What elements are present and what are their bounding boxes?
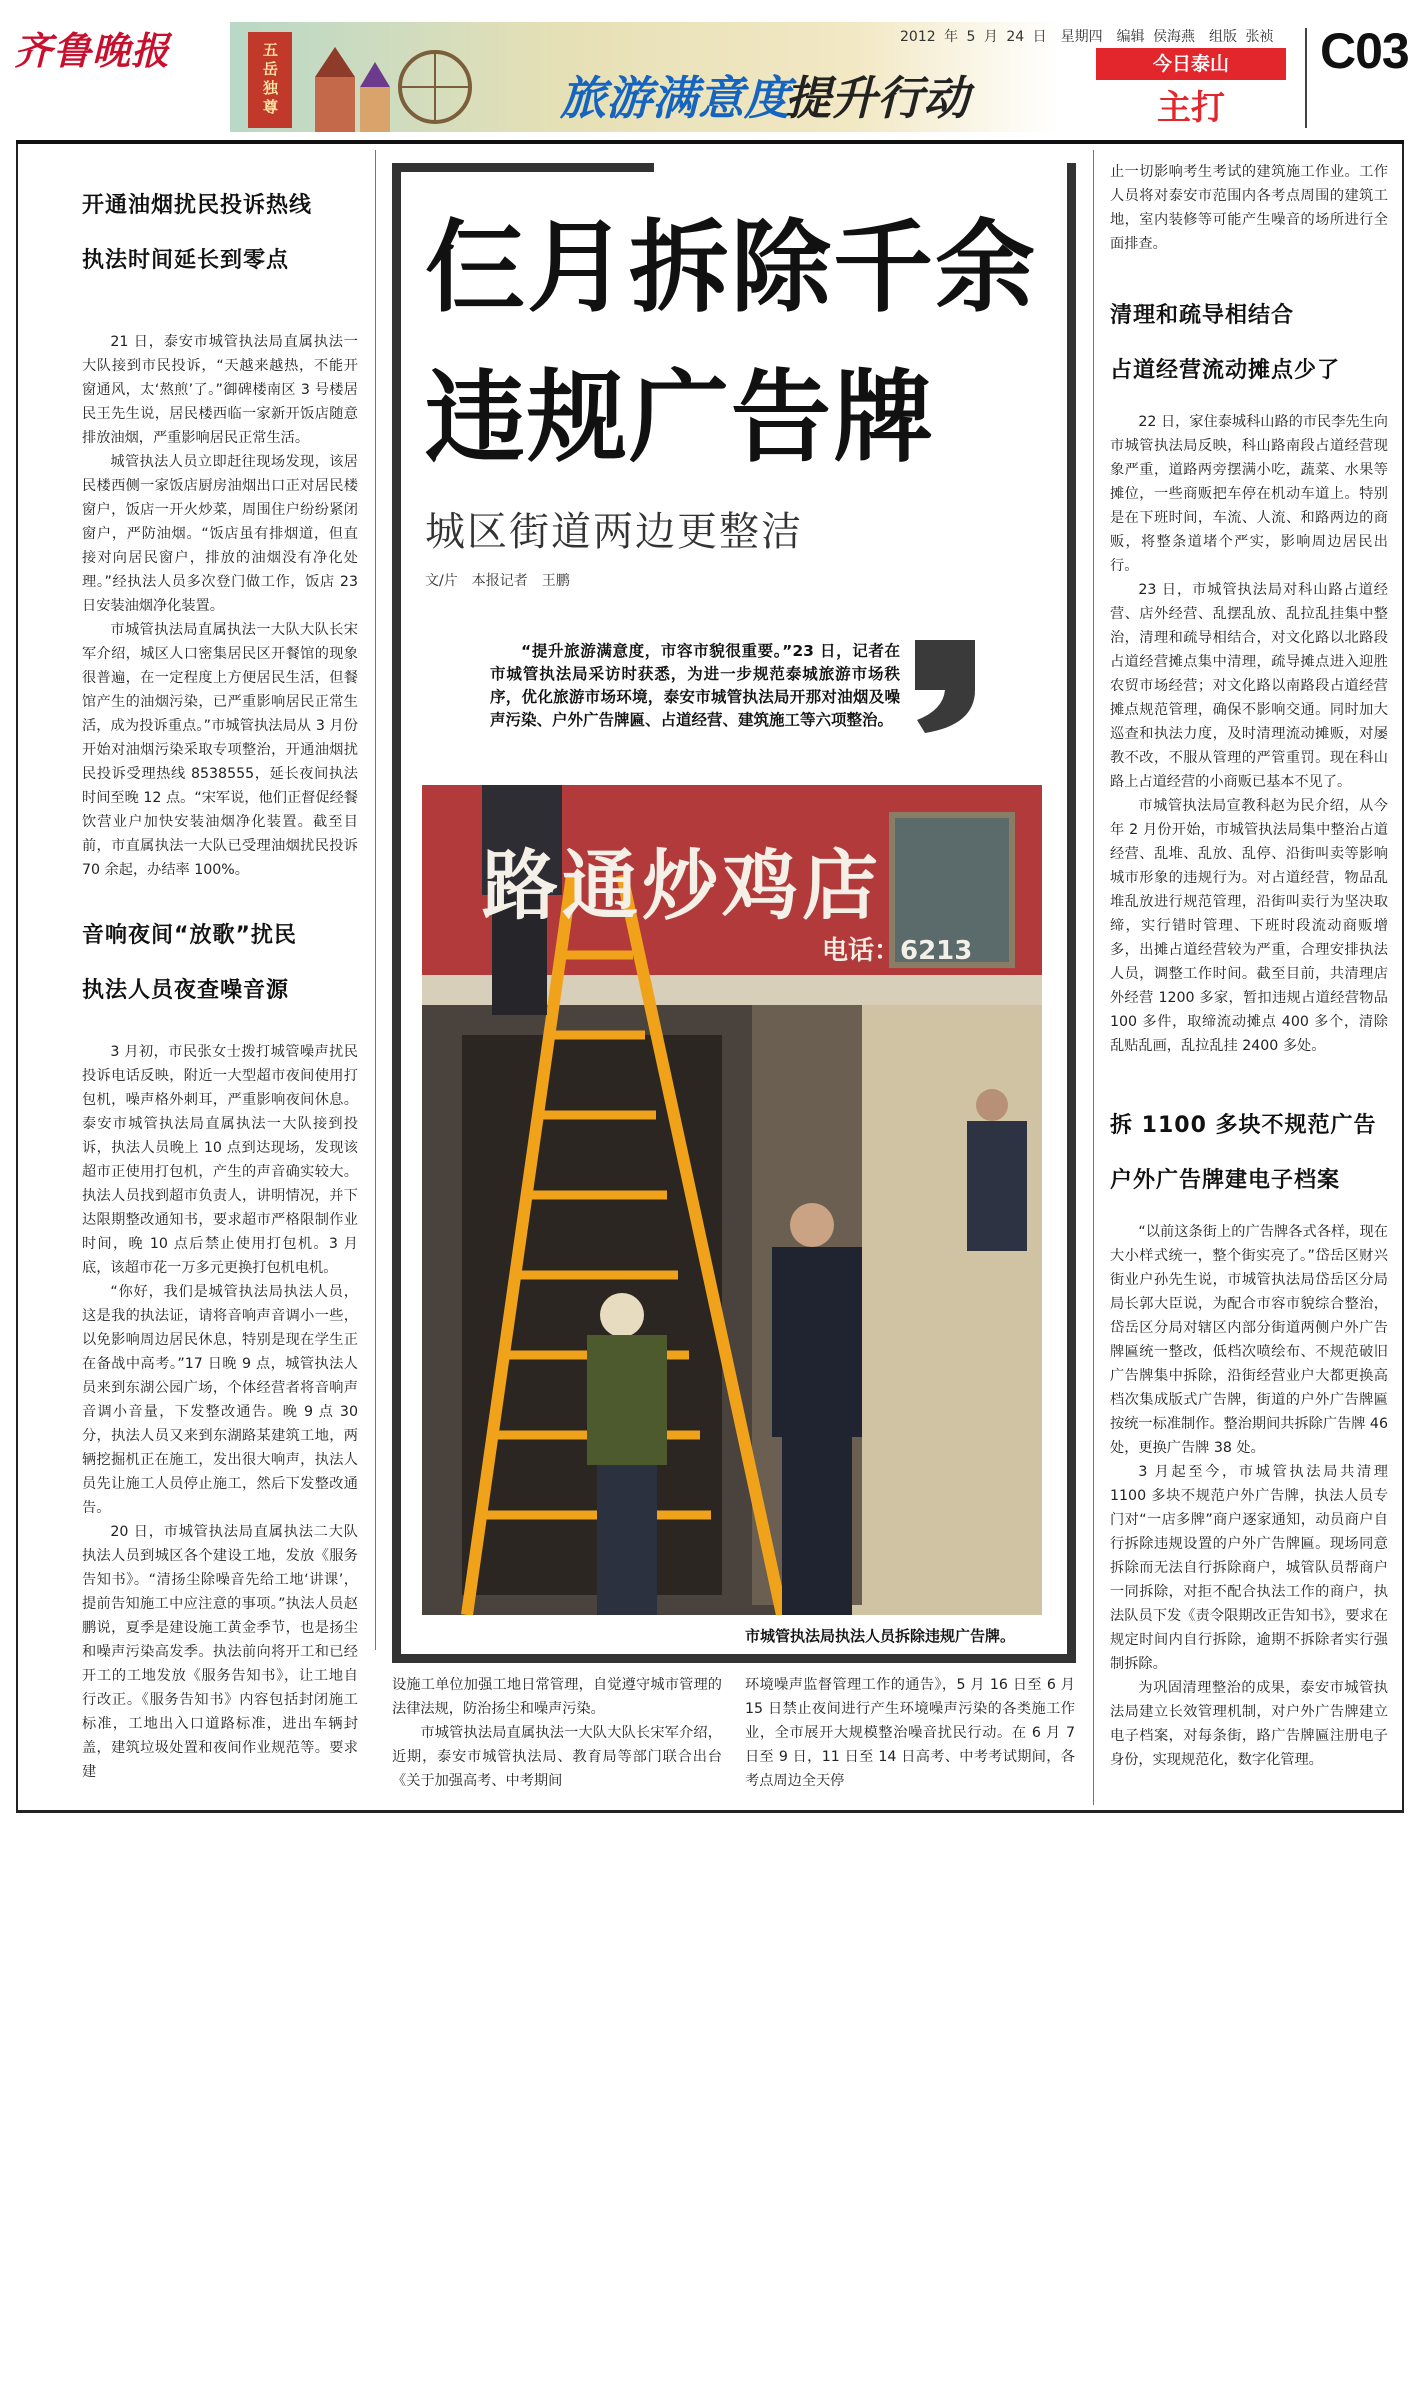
section-badge: 今日泰山: [1096, 48, 1286, 80]
column-rule: [375, 150, 376, 1650]
section1-title-b: 执法时间延长到零点: [82, 248, 290, 273]
header-rule: [16, 140, 1404, 144]
paragraph: 3 月起至今，市城管执法局共清理 1100 多块不规范户外广告牌，执法人员专门对“一店多牌”商户逐家通知，动员商户自行拆除违规设置的户外广告牌匾。现场同意拆除而无法自行拆除商户，城管队员帮商户一同拆除，对拒不配合执法工作的商户，执法队员下发《责令限期改正告知书》，要求在规定时间内自行拆除，逾期不拆除者实行强制拆除。: [1110, 1464, 1388, 1672]
section-subtitle: 主打: [1157, 88, 1225, 128]
frame-bottom: [16, 1810, 1404, 1813]
paragraph: 21 日，泰安市城管执法局直属执法一大队接到市民投诉，“天越来越热，不能开窗通风，太‘熬煎’了。”御碑楼南区 3 号楼居民王先生说，居民楼西临一家新开饭店随意排放油烟，严重影响居民正常生活。: [82, 334, 358, 446]
section4-title-b: 户外广告牌建电子档案: [1110, 1168, 1341, 1193]
paragraph: 止一切影响考生考试的建筑施工作业。工作人员将对泰安市范围内各考点周围的建筑工地，室内装修等可能产生噪音的场所进行全面排查。: [1110, 164, 1388, 252]
section4-title-a: 拆 1100 多块不规范广告: [1110, 1113, 1377, 1138]
banner-sign: 五岳独尊: [248, 32, 292, 128]
banner-slogan-b: 提升行动: [785, 71, 969, 125]
photo-shop-phone: 电话：6213: [822, 936, 973, 966]
header-divider: [1305, 28, 1307, 128]
comma-ornament: [895, 635, 985, 735]
page-number: C03: [1320, 23, 1409, 79]
headline-line-1: 仨月拆除千余: [425, 209, 1037, 326]
column-4-text: [1110, 410, 1388, 1058]
column-1-lower-text: [82, 1040, 358, 1784]
frame-right: [1402, 144, 1404, 1812]
story-box-border: [392, 1654, 1076, 1663]
news-photo: [422, 785, 1042, 1615]
story-box-border: [1067, 163, 1076, 1663]
masthead-logo: 齐鲁晚报: [14, 28, 171, 73]
paragraph: 3 月初，市民张女士拨打城管噪声扰民投诉电话反映，附近一大型超市夜间使用打包机，噪声格外刺耳，严重影响夜间休息。泰安市城管执法局直属执法一大队接到投诉，执法人员晚上 10 点到达现场，发现该超市正使用打包机，产生的声音确实较大。执法人员找到超市负责人，讲明情况，并下达限期整改通知书，要求超市严格限制作业时间，晚 10 点后禁止使用打包机。3 月底，该超市花一万多元更换打包机电机。: [82, 1044, 358, 1276]
column-4-top-text: [1110, 160, 1388, 256]
byline: 文/片 本报记者 王鹏: [425, 573, 570, 589]
story-box-border: [392, 163, 654, 172]
section3-title-b: 占道经营流动摊点少了: [1110, 358, 1341, 383]
bottom-text-a: [392, 1673, 722, 1793]
column-rule: [1093, 150, 1094, 1805]
castle-illustration: [305, 42, 475, 132]
paragraph: “以前这条街上的广告牌各式各样，现在大小样式统一，整个街实亮了。”岱岳区财兴街业户孙先生说，市城管执法局岱岳区分局局长郭大臣说，为配合市容市貌综合整治，岱岳区分局对辖区内部分街道两侧户外广告牌匾统一整改，低档次喷绘布、不规范破旧广告牌集中拆除，沿街经营业户大都更换高档次集成版式广告牌，街道的户外广告牌匾按统一标准制作。整治期间共拆除广告牌 46 处，更换广告牌 38 处。: [1110, 1224, 1388, 1456]
banner-slogan-a: 旅游满意度: [560, 71, 790, 125]
story-subtitle: 城区街道两边更整洁: [425, 509, 803, 555]
section2-title-a: 音响夜间“放歌”扰民: [82, 923, 297, 948]
column-1-text: [82, 330, 358, 882]
pull-quote-text: “提升旅游满意度，市容市貌很重要。”23 日，记者在市城管执法局采访时获悉，为进一步规范泰城旅游市场秩序，优化旅游市场环境，泰安市城管执法局开那对油烟及噪声污染、户外广告牌匾、占道经营、建筑施工等六项整治。: [490, 642, 900, 729]
paragraph: 环境噪声监督管理工作的通告》，5 月 16 日至 6 月 15 日禁止夜间进行产生环境噪声污染的各类施工作业，全市展开大规模整治噪音扰民行动。在 6 月 7 日至 9 日，11 日至 14 日高考、中考考试期间，各考点周边全天停: [745, 1677, 1075, 1789]
paragraph: 市城管执法局宣教科赵为民介绍，从今年 2 月份开始，市城管执法局集中整治占道经营、乱堆、乱放、乱停、沿街叫卖等影响城市形象的违规行为。对占道经营，物品乱堆乱放进行规范管理，沿街叫卖行为坚决取缔，实行错时管理、下班时段流动商贩增多，出摊占道经营较为严重，合理安排执法人员，调整工作时间。截至目前，共清理店外经营 1200 多家，暂扣违规占道经营物品 100 多件，取缔流动摊点 400 多个，清除乱贴乱画，乱拉乱挂 2400 多处。: [1110, 798, 1388, 1054]
paragraph: 城管执法人员立即赶往现场发现，该居民楼西侧一家饭店厨房油烟出口正对居民楼窗户，饭店一开火炒菜，周围住户纷纷紧闭窗户，严防油烟。“饭店虽有排烟道，但直接对向居民窗户，排放的油烟没有净化处理。”经执法人员多次登门做工作，饭店 23 日安装油烟净化装置。: [82, 454, 358, 614]
photo-caption: 市城管执法局执法人员拆除违规广告牌。: [745, 1627, 1016, 1645]
photo-shop-sign: 路通炒鸡店: [482, 841, 882, 930]
paragraph: 为巩固清理整治的成果，泰安市城管执法局建立长效管理机制，对户外广告牌建立电子档案，对每条街，路广告牌匾注册电子身份，实现规范化，数字化管理。: [1110, 1680, 1388, 1768]
column-4-lower-text: [1110, 1220, 1388, 1772]
paragraph: 20 日，市城管执法局直属执法二大队执法人员到城区各个建设工地，发放《服务告知书》。“清扬尘除噪音先给工地‘讲课’，提前告知施工中应注意的事项。”执法人员赵鹏说，夏季是建设施工黄金季节，也是扬尘和噪声污染高发季。执法前向将开工和已经开工的工地发放《服务告知书》，让工地自行改正。《服务告知书》内容包括封闭施工标准，工地出入口道路标准，进出车辆封盖，建筑垃圾处置和夜间作业规范等。要求建: [82, 1524, 358, 1780]
paragraph: 市城管执法局直属执法一大队大队长宋军介绍，近期，泰安市城管执法局、教育局等部门联合出台《关于加强高考、中考期间: [392, 1725, 722, 1789]
headline-line-2: 违规广告牌: [425, 359, 935, 476]
paragraph: 设施工单位加强工地日常管理，自觉遵守城市管理的法律法规，防治扬尘和噪声污染。: [392, 1677, 722, 1717]
paragraph: 市城管执法局直属执法一大队大队长宋军介绍，城区人口密集居民区开餐馆的现象很普遍，在一定程度上方便居民生活，但餐馆产生的油烟污染，已严重影响居民正常生活，成为投诉重点。”市城管执法局从 3 月份开始对油烟污染采取专项整治，开通油烟扰民投诉受理热线 8538555，延长夜间执法时间至晚 12 点。“宋军说，他们正督促经餐饮营业户加快安装油烟净化装置。截至目前，市直属执法一大队已受理油烟扰民投诉 70 余起，办结率 100%。: [82, 622, 358, 878]
paragraph: 23 日，市城管执法局对科山路占道经营、店外经营、乱摆乱放、乱拉乱挂集中整治，清理和疏导相结合，对文化路以北路段占道经营摊点集中清理，疏导摊点进入迎胜农贸市场经营；对文化路以南路段占道经营摊点规范管理，确保不影响交通。同时加大巡查和执法力度，及时清理流动摊贩，对屡教不改，不服从管理的严管重罚。现在科山路上占道经营的小商贩已基本不见了。: [1110, 582, 1388, 790]
section2-title-b: 执法人员夜查噪音源: [82, 978, 290, 1003]
section3-title-a: 清理和疏导相结合: [1110, 303, 1295, 328]
pull-quote: [490, 640, 900, 732]
frame-left: [16, 144, 18, 1812]
paragraph: 22 日，家住泰城科山路的市民李先生向市城管执法局反映，科山路南段占道经营现象严重，道路两旁摆满小吃，蔬菜、水果等摊位，一些商贩把车停在机动车道上。特别是在下班时间，车流、人流、和路两边的商贩，将整条道堵个严实，影响周边居民出行。: [1110, 414, 1388, 574]
bottom-text-b: [745, 1673, 1075, 1793]
story-box-border: [392, 163, 401, 1663]
paragraph: “你好，我们是城管执法局执法人员，这是我的执法证，请将音响声音调小一些，以免影响周边居民休息，特别是现在学生正在备战中高考。”17 日晚 9 点，城管执法人员来到东湖公园广场，个体经营者将音响声音调小音量，下发整改通告。晚 9 点 30 分，执法人员又来到东湖路某建筑工地，两辆挖掘机正在施工，发出很大响声，执法人员先让施工人员停止施工，然后下发整改通告。: [82, 1284, 358, 1516]
section1-title-a: 开通油烟扰民投诉热线: [82, 193, 313, 218]
date-editor-line: 2012 年 5 月 24 日 星期四 编辑 侯海燕 组版 张祯: [900, 29, 1274, 45]
